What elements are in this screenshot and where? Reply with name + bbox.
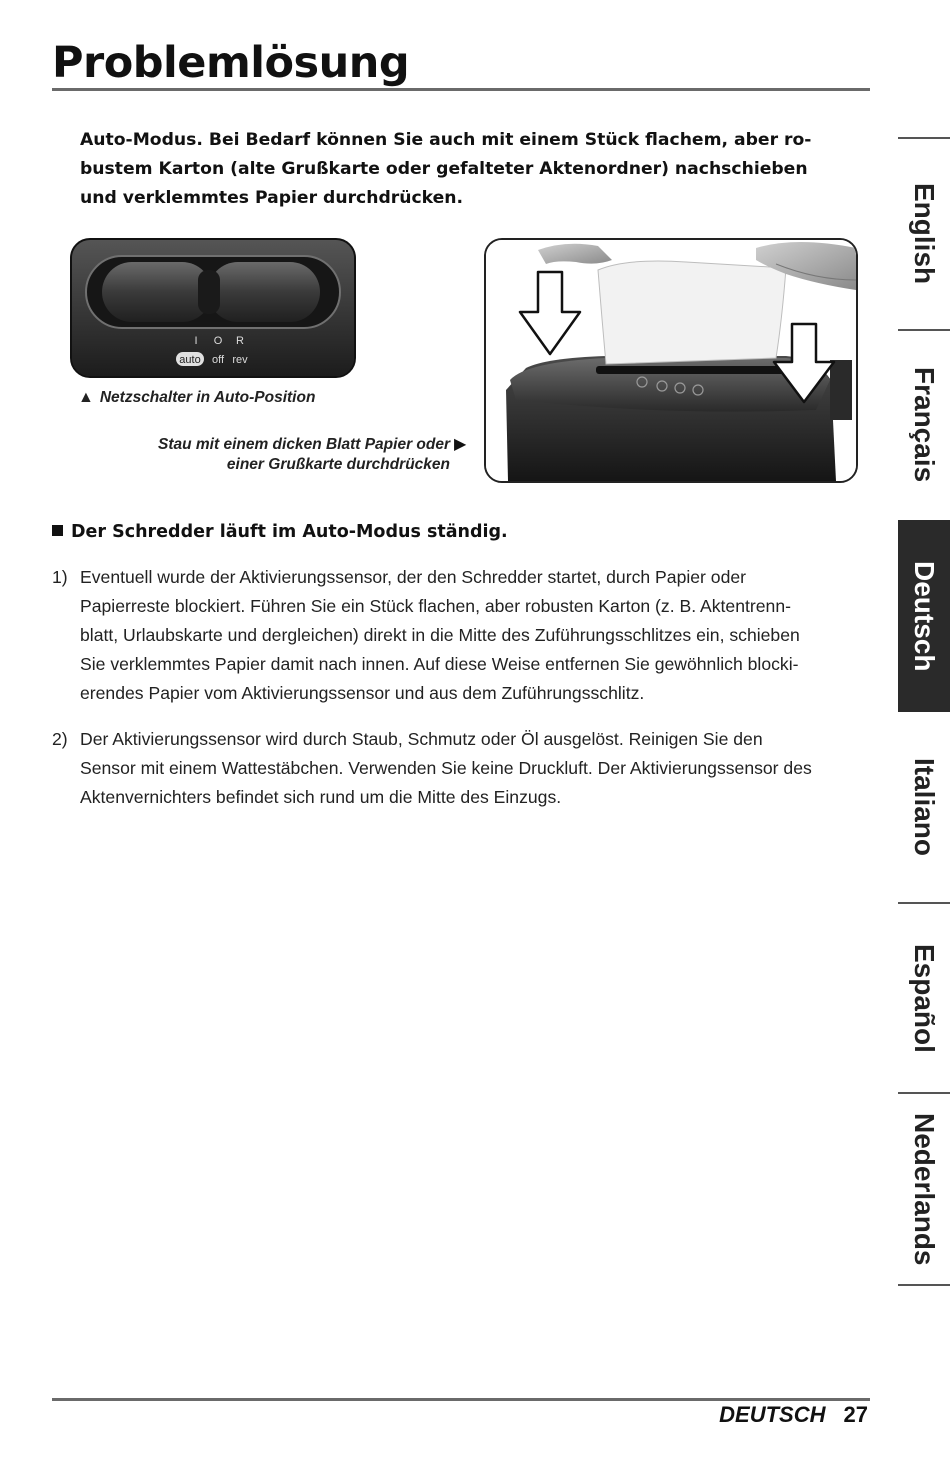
language-tab-label: Italiano	[909, 757, 940, 856]
square-bullet-icon	[52, 525, 63, 536]
sidebar-divider	[898, 1284, 950, 1286]
power-switch-illustration	[72, 240, 354, 376]
language-sidebar	[898, 0, 950, 1468]
intro-paragraph	[80, 126, 870, 213]
language-tab-deutsch[interactable]	[898, 520, 950, 712]
text-line: Eventuell wurde der Aktivierungssensor, der den Schredder startet, durch Papier oder	[80, 567, 747, 587]
text-line: Sie verklemmtes Papier damit nach innen. Auf diese Weise entfernen Sie gewöhnlich blocki-	[80, 654, 799, 674]
text-line: Sensor mit einem Wattestäbchen. Verwenden Sie keine Druckluft. Der Aktivierungssensor des	[80, 758, 812, 778]
triangle-up-icon: ▲	[78, 389, 94, 406]
text-line: Der Aktivierungssensor wird durch Staub, Schmutz oder Öl ausgelöst. Reinigen Sie den	[80, 729, 763, 749]
text-line: Papierreste blockiert. Führen Sie ein Stück flachen, aber robusten Karton (z. B. Aktentrenn-	[80, 596, 791, 616]
language-tab-label: Deutsch	[909, 560, 940, 672]
caption-paper-jam	[100, 435, 450, 475]
text-line: blatt, Urlaubskarte und dergleichen) direkt in die Mitte des Zuführungsschlitzes ein, schieben	[80, 625, 800, 645]
list-number: 1)	[52, 567, 68, 587]
list-text	[80, 563, 872, 708]
language-tab-label: English	[909, 183, 940, 285]
section-heading	[52, 522, 508, 542]
shredder-figure	[484, 238, 858, 483]
switch-mode-label: rev	[232, 354, 248, 366]
shredder-illustration	[486, 240, 856, 481]
intro-line: Auto-Modus. Bei Bedarf können Sie auch mit einem Stück flachem, aber ro-	[80, 130, 812, 150]
caption-line: einer Grußkarte durchdrücken	[226, 456, 450, 473]
page-title: Problemlösung	[52, 38, 410, 88]
intro-line: bustem Karton (alte Grußkarte oder gefalteter Aktenordner) nachschieben	[80, 159, 808, 179]
page-footer	[719, 1402, 868, 1428]
title-divider	[52, 88, 870, 91]
language-tab-english[interactable]	[898, 139, 950, 329]
caption-line: Stau mit einem dicken Blatt Papier oder	[158, 436, 450, 453]
switch-position-label: O	[213, 335, 223, 347]
switch-mode-label: off	[211, 354, 225, 366]
switch-position-label: I	[194, 335, 198, 347]
caption-power-switch	[78, 389, 315, 407]
language-tab-label: Nederlands	[909, 1112, 940, 1266]
list-number: 2)	[52, 729, 68, 749]
footer-language: DEUTSCH	[719, 1402, 826, 1427]
language-tab-francais[interactable]	[898, 331, 950, 519]
section-heading-text: Der Schredder läuft im Auto-Modus ständig.	[71, 522, 508, 542]
caption-text: Netzschalter in Auto-Position	[99, 389, 316, 406]
language-tab-espanol[interactable]	[898, 904, 950, 1092]
page-number: 27	[843, 1402, 868, 1427]
intro-line: und verklemmtes Papier durchdrücken.	[80, 188, 464, 208]
language-tab-label: Español	[909, 943, 940, 1053]
footer-divider	[52, 1398, 870, 1401]
switch-position-label: R	[236, 335, 244, 347]
power-switch-figure	[70, 238, 356, 378]
triangle-right-icon: ▶	[454, 436, 467, 453]
language-tab-italiano[interactable]	[898, 712, 950, 902]
text-line: erendes Papier vom Aktivierungssensor und aus dem Zuführungsschlitz.	[80, 683, 645, 703]
text-line: Aktenvernichters befindet sich rund um die Mitte des Einzugs.	[80, 787, 562, 807]
language-tab-label: Français	[909, 367, 940, 483]
switch-mode-label-auto: auto	[179, 354, 201, 366]
list-text	[80, 725, 872, 812]
language-tab-nederlands[interactable]	[898, 1094, 950, 1284]
